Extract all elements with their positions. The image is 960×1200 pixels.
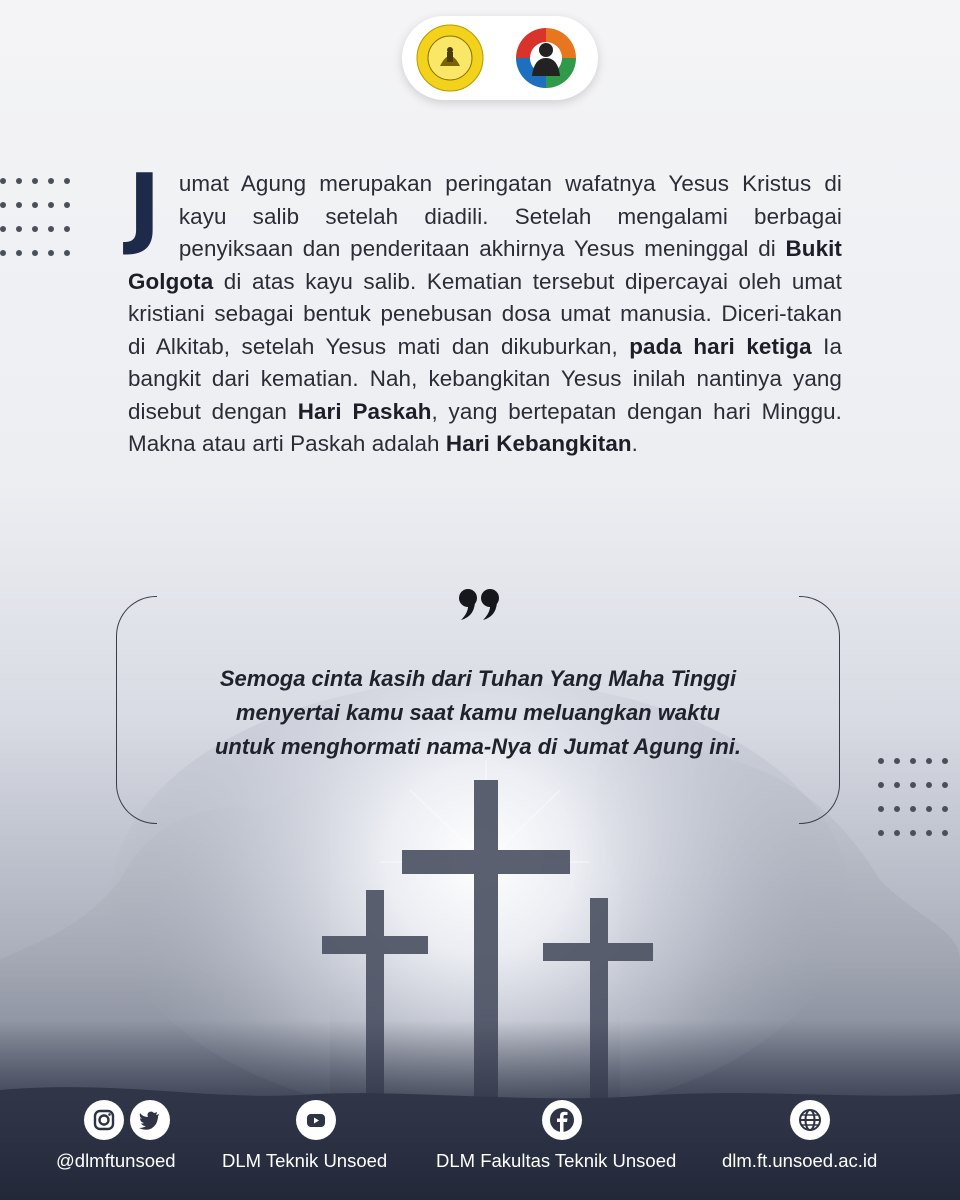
- quote-mark-icon: [456, 586, 504, 626]
- article-paragraph: Jumat Agung merupakan peringatan wafatnya Yesus Kristus di kayu salib setelah diadili. Setelah mengalami berbagai penyiksaan dan penderitaan akhirnya Yesus meninggal di Bukit Golgota di atas kayu salib. Kematian tersebut dipercayai oleh umat kristiani sebagai bentuk penebusan dosa umat manusia. Diceri-takan di Alkitab, setelah Yesus mati dan dikuburkan, pada hari ketiga Ia bangkit dari kematian. Nah, kebangkitan Yesus inilah nantinya yang disebut dengan Hari Paskah, yang bertepatan dengan hari Minggu. Makna atau arti Paskah adalah Hari Kebangkitan.: [128, 155, 842, 456]
- decorative-dot: [926, 806, 932, 812]
- decorative-dot: [48, 226, 54, 232]
- decorative-dot: [64, 250, 70, 256]
- decorative-dot: [16, 226, 22, 232]
- dropcap-letter: J: [128, 155, 161, 258]
- decorative-dot: [64, 202, 70, 208]
- dlm-logo: [512, 24, 580, 92]
- decorative-dot: [894, 782, 900, 788]
- decorative-dot: [878, 782, 884, 788]
- decorative-dot: [926, 758, 932, 764]
- decorative-dot: [32, 202, 38, 208]
- decorative-dot: [32, 178, 38, 184]
- decorative-dot: [48, 250, 54, 256]
- quote-line-3: untuk menghormati nama-Nya di Jumat Agung ini.: [214, 734, 741, 759]
- decorative-dot: [0, 226, 6, 232]
- quote-line-2: menyertai kamu saat kamu meluangkan waktu: [235, 700, 721, 725]
- decorative-dot: [942, 806, 948, 812]
- decorative-dot: [48, 178, 54, 184]
- bold-hari-kebangkitan: Hari Kebangkitan: [445, 431, 632, 456]
- quote-text: [136, 662, 820, 764]
- globe-icon[interactable]: [790, 1100, 830, 1140]
- decorative-dot: [16, 202, 22, 208]
- decorative-dot: [942, 782, 948, 788]
- bold-pada-hari-ketiga: pada hari ketiga: [629, 333, 812, 359]
- decorative-dot: [926, 830, 932, 836]
- facebook-icon[interactable]: [542, 1100, 582, 1140]
- decorative-dot: [0, 202, 6, 208]
- bold-bukit-golgota: Bukit Golgota: [128, 236, 842, 294]
- decorative-dot: [16, 178, 22, 184]
- decorative-dot: [942, 758, 948, 764]
- quote-line-1: Semoga cinta kasih dari Tuhan Yang Maha Tinggi: [219, 666, 737, 691]
- decorative-dot: [910, 758, 916, 764]
- instagram-icon[interactable]: [84, 1100, 124, 1140]
- decorative-dot: [32, 250, 38, 256]
- decorative-dot: [32, 226, 38, 232]
- bold-hari-paskah: Hari Paskah: [297, 398, 432, 424]
- decorative-dot: [0, 250, 6, 256]
- decorative-dot: [942, 830, 948, 836]
- unsoed-seal-logo: [416, 24, 484, 92]
- decorative-dot: [910, 806, 916, 812]
- decorative-dot: [926, 782, 932, 788]
- decorative-dot: [0, 178, 6, 184]
- dot-grid-right: [878, 758, 958, 838]
- youtube-icon[interactable]: [296, 1100, 336, 1140]
- dot-grid-left: [0, 178, 80, 258]
- decorative-dot: [16, 250, 22, 256]
- decorative-dot: [894, 830, 900, 836]
- decorative-dot: [878, 830, 884, 836]
- logo-pill: [402, 16, 598, 100]
- decorative-dot: [64, 226, 70, 232]
- twitter-icon[interactable]: [130, 1100, 170, 1140]
- decorative-dot: [64, 178, 70, 184]
- decorative-dot: [48, 202, 54, 208]
- decorative-dot: [878, 758, 884, 764]
- decorative-dot: [910, 830, 916, 836]
- decorative-dot: [894, 806, 900, 812]
- decorative-dot: [894, 758, 900, 764]
- decorative-dot: [878, 806, 884, 812]
- quote-box: [116, 596, 840, 822]
- decorative-dot: [910, 782, 916, 788]
